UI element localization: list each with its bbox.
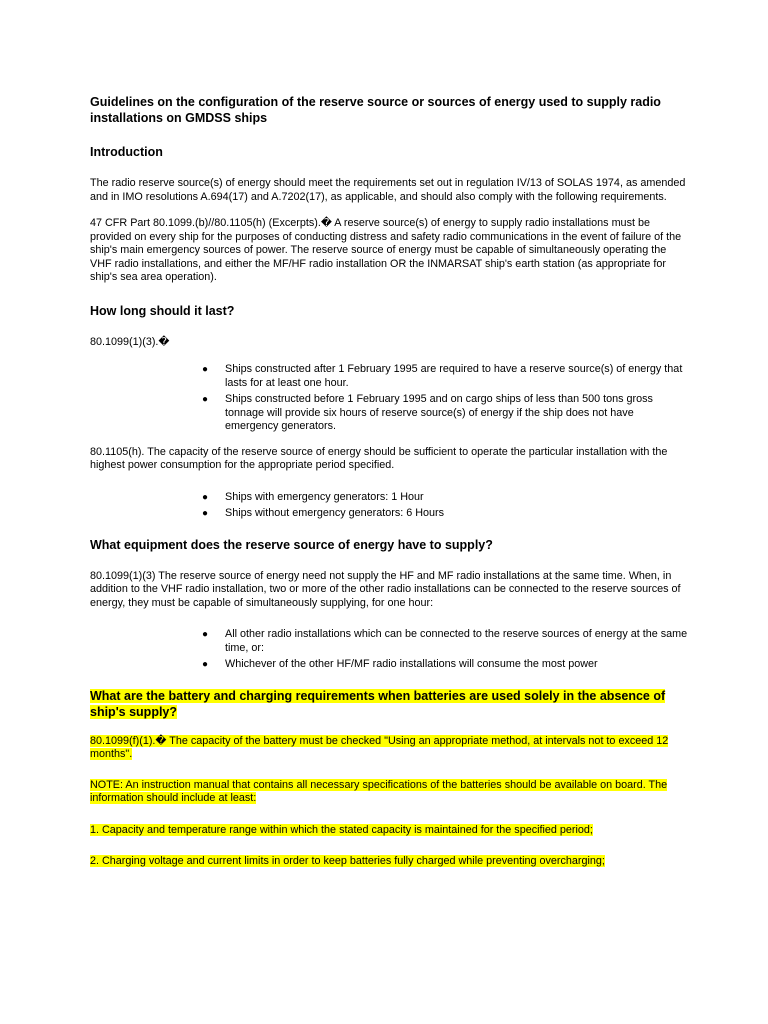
equipment-paragraph: 80.1099(1)(3) The reserve source of energy need not supply the HF and MF radio installations at the same time. When, in addition to the VHF radio installation, two or more of the other radio installations can be connected to the reserve sources of energy, they must be capable of simultaneously supplying, for one hour: bbox=[90, 569, 681, 609]
battery-paragraph-1 bbox=[90, 735, 690, 762]
list-item-text: Ships without emergency generators: 6 Hours bbox=[225, 507, 445, 519]
how-long-heading: How long should it last? bbox=[90, 303, 235, 318]
bullet-icon: ● bbox=[202, 364, 209, 375]
introduction-paragraph-1: The radio reserve source(s) of energy should meet the requirements set out in regulation IV/13 of SOLAS 1974, as amended and in IMO resolutions A.694(17) and A.7202(17), as applicable, and should also comply with the following requirements. bbox=[90, 177, 686, 203]
bullet-icon: ● bbox=[202, 659, 209, 670]
battery-heading bbox=[90, 688, 690, 720]
battery-requirement-2-text: 2. Charging voltage and current limits in order to keep batteries fully charged while preventing overcharging; bbox=[90, 855, 605, 867]
list-item bbox=[202, 628, 695, 655]
list-item bbox=[202, 363, 685, 390]
bullet-icon: ● bbox=[202, 629, 209, 640]
battery-requirement-1-text: 1. Capacity and temperature range within which the stated capacity is maintained for the specified period; bbox=[90, 823, 593, 836]
document-page bbox=[90, 94, 690, 882]
equipment-heading: What equipment does the reserve source of energy have to supply? bbox=[90, 537, 493, 552]
how-long-reference: 80.1099(1)(3).� bbox=[90, 335, 170, 348]
equipment-bullet-list bbox=[90, 628, 695, 672]
battery-paragraph-2 bbox=[90, 779, 690, 806]
battery-paragraph-2-text: NOTE: An instruction manual that contains all necessary specifications of the batteries should be available on board. The information should include at least: bbox=[90, 778, 668, 804]
list-item bbox=[202, 658, 695, 672]
battery-requirement-1 bbox=[90, 824, 690, 838]
document-title: Guidelines on the configuration of the reserve source or sources of energy used to supply radio installations on GMDSS ships bbox=[90, 95, 661, 125]
list-item-text: All other radio installations which can be connected to the reserve sources of energy at the same time, or: bbox=[225, 628, 688, 654]
list-item bbox=[202, 490, 690, 505]
bullet-icon: ● bbox=[202, 491, 209, 503]
list-item-text: Ships with emergency generators: 1 Hour bbox=[225, 490, 424, 503]
list-item-text: Ships constructed before 1 February 1995 and on cargo ships of less than 500 tons gross tonnage will provide six hours of reserve source(s) of energy if the ship does not have emergency generators. bbox=[225, 393, 653, 432]
list-item bbox=[202, 393, 685, 434]
capacity-bullet-list bbox=[90, 491, 690, 521]
bullet-icon: ● bbox=[202, 394, 209, 405]
battery-requirement-2 bbox=[90, 855, 690, 869]
battery-paragraph-1-text: 80.1099(f)(1).� The capacity of the battery must be checked "Using an appropriate method, at intervals not to exceed 12 months". bbox=[90, 734, 669, 760]
list-item bbox=[202, 507, 690, 521]
list-item-text: Whichever of the other HF/MF radio installations will consume the most power bbox=[225, 658, 598, 670]
bullet-icon: ● bbox=[202, 508, 209, 519]
battery-heading-text: What are the battery and charging requirements when batteries are used solely in the absence of ship's supply? bbox=[90, 688, 666, 719]
introduction-paragraph-2: 47 CFR Part 80.1099.(b)//80.1105(h) (Excerpts).� A reserve source(s) of energy to supply radio installations must be provided on every ship for the purposes of conducting distress and safety radio communications in the event of failure of the ship's main emergency sources of power. The reserve source of energy must be capable of simultaneously operating the VHF radio installations, and either the MF/HF radio installation OR the INMARSAT ship's earth station (as appropriate for ship's sea area operation). bbox=[90, 217, 682, 283]
capacity-paragraph: 80.1105(h). The capacity of the reserve source of energy should be sufficient to operate the particular installation with the highest power consumption for the appropriate period specified. bbox=[90, 445, 668, 471]
introduction-heading: Introduction bbox=[90, 145, 163, 159]
list-item-text: Ships constructed after 1 February 1995 are required to have a reserve source(s) of energy that lasts for at least one hour. bbox=[225, 363, 683, 389]
how-long-bullet-list bbox=[90, 363, 685, 434]
